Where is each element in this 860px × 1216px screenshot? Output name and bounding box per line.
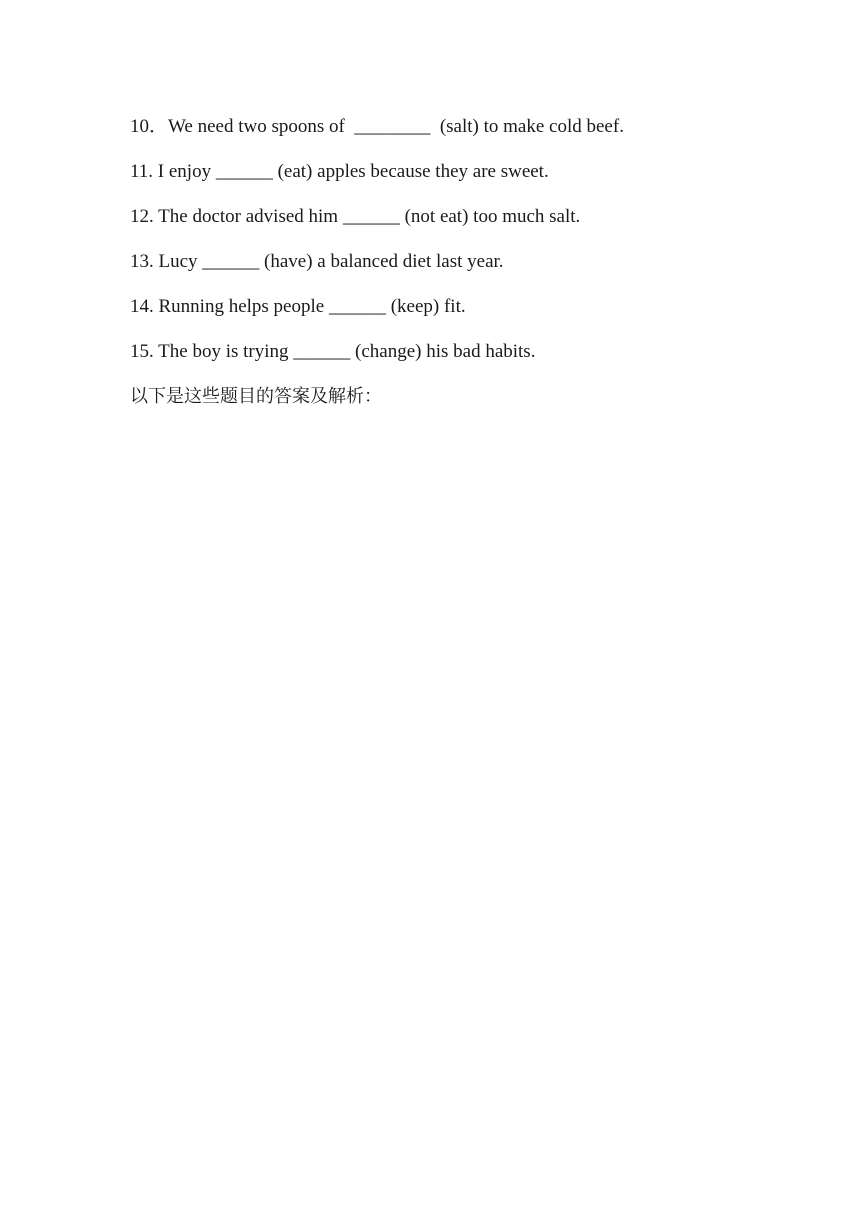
question-13: 13. Lucy ______ (have) a balanced diet last year. [130,251,504,272]
question-15: 15. The boy is trying ______ (change) his bad habits. [130,341,536,362]
question-14: 14. Running helps people ______ (keep) fit. [130,296,466,317]
answer-intro: 以下是这些题目的答案及解析： [130,386,382,407]
question-12: 12. The doctor advised him ______ (not eat) too much salt. [130,206,581,227]
question-11: 11. I enjoy ______ (eat) apples because they are sweet. [130,161,549,182]
exercise-list [130,112,750,427]
question-10: 10．We need two spoons of ________ (salt) to make cold beef. [130,116,624,137]
